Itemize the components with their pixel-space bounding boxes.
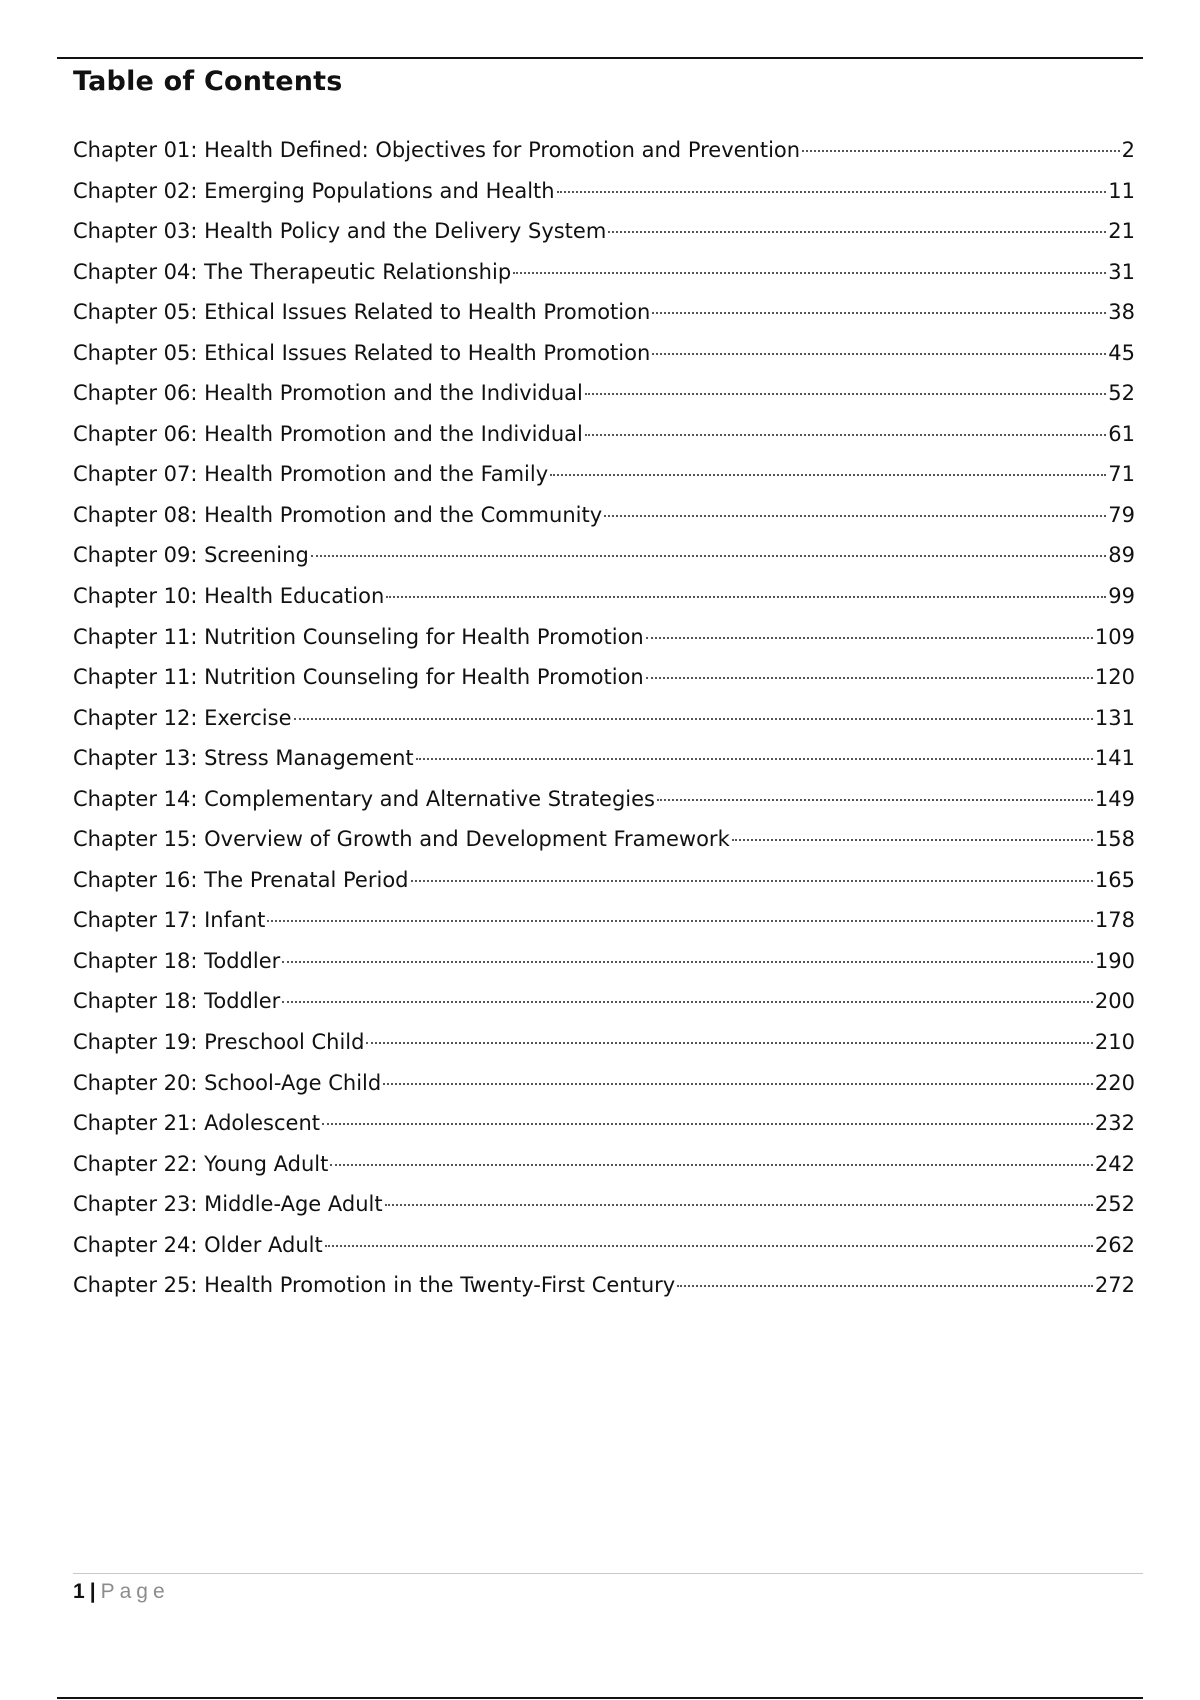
toc-dot-leader bbox=[416, 758, 1093, 760]
toc-entry-page: 158 bbox=[1094, 827, 1135, 852]
toc-entry-label: Chapter 02: Emerging Populations and Health bbox=[73, 178, 555, 203]
toc-entry-page: 149 bbox=[1094, 786, 1135, 811]
toc-entry[interactable] bbox=[73, 860, 1135, 901]
toc-entry-label: Chapter 24: Older Adult bbox=[73, 1232, 323, 1257]
toc-entry-label: Chapter 04: The Therapeutic Relationship bbox=[73, 259, 512, 284]
toc-entry-label: Chapter 21: Adolescent bbox=[73, 1111, 320, 1136]
toc-entry[interactable] bbox=[73, 941, 1135, 982]
toc-entry[interactable] bbox=[73, 900, 1135, 941]
toc-dot-leader bbox=[657, 799, 1093, 801]
toc-entry[interactable] bbox=[73, 1103, 1135, 1144]
page-number: 1 bbox=[73, 1580, 85, 1603]
toc-entry-label: Chapter 05: Ethical Issues Related to Health Promotion bbox=[73, 340, 651, 365]
toc-dot-leader bbox=[513, 272, 1106, 274]
toc-entry-label: Chapter 15: Overview of Growth and Development Framework bbox=[73, 827, 730, 852]
toc-dot-leader bbox=[366, 1042, 1092, 1044]
toc-entry[interactable] bbox=[73, 1225, 1135, 1266]
toc-entry[interactable] bbox=[73, 535, 1135, 576]
page-word: Page bbox=[100, 1580, 170, 1603]
toc-entry[interactable] bbox=[73, 130, 1135, 171]
toc-dot-leader bbox=[604, 515, 1106, 517]
toc-entry[interactable] bbox=[73, 981, 1135, 1022]
toc-dot-leader bbox=[646, 677, 1093, 679]
toc-entry-page: 21 bbox=[1108, 219, 1135, 244]
toc-dot-leader bbox=[383, 1083, 1093, 1085]
toc-dot-leader bbox=[411, 880, 1093, 882]
toc-entry[interactable] bbox=[73, 576, 1135, 617]
toc-entry-label: Chapter 12: Exercise bbox=[73, 705, 292, 730]
toc-entry-label: Chapter 14: Complementary and Alternative Strategies bbox=[73, 786, 656, 811]
toc-dot-leader bbox=[282, 1001, 1093, 1003]
toc-entry-label: Chapter 16: The Prenatal Period bbox=[73, 867, 409, 892]
bottom-rule bbox=[57, 1697, 1143, 1699]
toc-dot-leader bbox=[294, 718, 1093, 720]
top-rule bbox=[57, 57, 1143, 59]
toc-entry-label: Chapter 19: Preschool Child bbox=[73, 1030, 365, 1055]
toc-entry[interactable] bbox=[73, 211, 1135, 252]
toc-entry[interactable] bbox=[73, 1184, 1135, 1225]
toc-dot-leader bbox=[322, 1123, 1093, 1125]
toc-entry[interactable] bbox=[73, 779, 1135, 820]
toc-entry-page: 242 bbox=[1094, 1151, 1135, 1176]
toc-entry-label: Chapter 06: Health Promotion and the Individual bbox=[73, 381, 583, 406]
toc-dot-leader bbox=[802, 150, 1120, 152]
toc-entry-label: Chapter 20: School-Age Child bbox=[73, 1070, 382, 1095]
toc-entry-page: 232 bbox=[1094, 1111, 1135, 1136]
footer-rule bbox=[73, 1573, 1143, 1574]
toc-entry[interactable] bbox=[73, 1265, 1135, 1306]
toc-entry-page: 89 bbox=[1108, 543, 1135, 568]
toc-dot-leader bbox=[330, 1164, 1093, 1166]
toc-entry[interactable] bbox=[73, 171, 1135, 212]
toc-dot-leader bbox=[652, 353, 1106, 355]
toc-entry[interactable] bbox=[73, 373, 1135, 414]
toc-title: Table of Contents bbox=[73, 66, 343, 97]
toc-entry-page: 31 bbox=[1108, 259, 1135, 284]
toc-entry-page: 71 bbox=[1108, 462, 1135, 487]
toc-entry-page: 200 bbox=[1094, 989, 1135, 1014]
toc-entry-page: 178 bbox=[1094, 908, 1135, 933]
toc-entry-page: 79 bbox=[1108, 502, 1135, 527]
toc-entry-page: 2 bbox=[1121, 138, 1135, 162]
toc-dot-leader bbox=[677, 1285, 1093, 1287]
toc-entry-label: Chapter 07: Health Promotion and the Family bbox=[73, 462, 549, 487]
toc-dot-leader bbox=[282, 961, 1093, 963]
toc-entry-label: Chapter 08: Health Promotion and the Community bbox=[73, 502, 603, 527]
toc-dot-leader bbox=[608, 231, 1106, 233]
toc-entry[interactable] bbox=[73, 414, 1135, 455]
toc-entry-page: 190 bbox=[1094, 948, 1135, 973]
toc-entry[interactable] bbox=[73, 292, 1135, 333]
toc-entry-label: Chapter 03: Health Policy and the Delivery System bbox=[73, 219, 607, 244]
toc-dot-leader bbox=[550, 474, 1106, 476]
toc-entry-page: 11 bbox=[1108, 178, 1135, 203]
toc-entry[interactable] bbox=[73, 698, 1135, 739]
toc-entry-page: 52 bbox=[1108, 381, 1135, 406]
toc-entry[interactable] bbox=[73, 617, 1135, 658]
toc-dot-leader bbox=[585, 393, 1106, 395]
toc-entry-label: Chapter 25: Health Promotion in the Twenty-First Century bbox=[73, 1273, 676, 1298]
toc-entry-label: Chapter 17: Infant bbox=[73, 908, 266, 933]
toc-entry[interactable] bbox=[73, 738, 1135, 779]
toc-entry-label: Chapter 06: Health Promotion and the Individual bbox=[73, 421, 583, 446]
toc-dot-leader bbox=[646, 637, 1093, 639]
toc-dot-leader bbox=[732, 839, 1093, 841]
toc-entry-page: 272 bbox=[1094, 1273, 1135, 1298]
toc-entry-page: 120 bbox=[1094, 665, 1135, 690]
toc-entry[interactable] bbox=[73, 333, 1135, 374]
toc-entry-page: 141 bbox=[1094, 746, 1135, 771]
toc-entry-page: 38 bbox=[1108, 300, 1135, 325]
page-footer bbox=[73, 1580, 170, 1604]
toc-entry-label: Chapter 11: Nutrition Counseling for Health Promotion bbox=[73, 624, 644, 649]
toc-dot-leader bbox=[557, 191, 1107, 193]
toc-entry[interactable] bbox=[73, 657, 1135, 698]
toc-entry-page: 131 bbox=[1094, 705, 1135, 730]
toc-entry[interactable] bbox=[73, 252, 1135, 293]
toc-entry[interactable] bbox=[73, 495, 1135, 536]
toc-entry[interactable] bbox=[73, 1063, 1135, 1104]
toc-dot-leader bbox=[311, 555, 1106, 557]
toc-entry-label: Chapter 23: Middle-Age Adult bbox=[73, 1192, 383, 1217]
footer-separator: | bbox=[89, 1580, 96, 1603]
toc-dot-leader bbox=[385, 1204, 1093, 1206]
toc-entry-label: Chapter 01: Health Defined: Objectives for Promotion and Prevention bbox=[73, 138, 801, 162]
toc-entry[interactable] bbox=[73, 1022, 1135, 1063]
toc-entry-label: Chapter 13: Stress Management bbox=[73, 746, 414, 771]
toc-entry-label: Chapter 18: Toddler bbox=[73, 948, 281, 973]
toc-entry-label: Chapter 22: Young Adult bbox=[73, 1151, 329, 1176]
toc-entry[interactable] bbox=[73, 819, 1135, 860]
toc-entry-label: Chapter 11: Nutrition Counseling for Health Promotion bbox=[73, 665, 644, 690]
toc-dot-leader bbox=[652, 312, 1106, 314]
toc-entry-label: Chapter 18: Toddler bbox=[73, 989, 281, 1014]
toc-entry-page: 220 bbox=[1094, 1070, 1135, 1095]
toc-entry-label: Chapter 09: Screening bbox=[73, 543, 309, 568]
toc-dot-leader bbox=[325, 1245, 1093, 1247]
toc-entry-page: 61 bbox=[1108, 421, 1135, 446]
toc-entry-page: 99 bbox=[1108, 584, 1135, 609]
table-of-contents bbox=[73, 130, 1135, 1306]
toc-dot-leader bbox=[386, 596, 1106, 598]
toc-entry-label: Chapter 10: Health Education bbox=[73, 584, 385, 609]
toc-entry-page: 252 bbox=[1094, 1192, 1135, 1217]
toc-dot-leader bbox=[585, 434, 1106, 436]
toc-entry-page: 109 bbox=[1094, 624, 1135, 649]
toc-dot-leader bbox=[267, 920, 1092, 922]
toc-entry-page: 45 bbox=[1108, 340, 1135, 365]
toc-entry-page: 262 bbox=[1094, 1232, 1135, 1257]
toc-entry-page: 165 bbox=[1094, 867, 1135, 892]
toc-entry[interactable] bbox=[73, 1144, 1135, 1185]
toc-entry-label: Chapter 05: Ethical Issues Related to Health Promotion bbox=[73, 300, 651, 325]
toc-entry[interactable] bbox=[73, 454, 1135, 495]
toc-entry-page: 210 bbox=[1094, 1030, 1135, 1055]
